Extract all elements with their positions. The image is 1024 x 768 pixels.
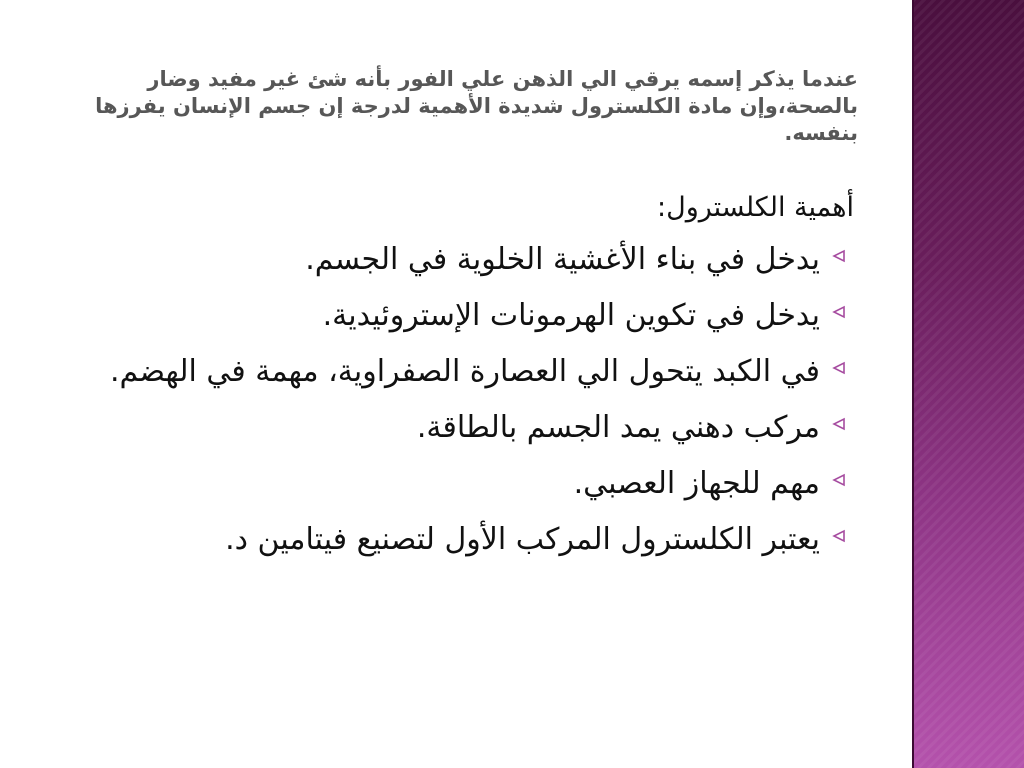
triangle-bullet-icon: [832, 529, 846, 543]
bullet-item: [84, 240, 854, 280]
triangle-bullet-icon: [832, 473, 846, 487]
bullet-list: [84, 240, 854, 560]
band-texture: [912, 0, 1024, 768]
triangle-bullet-icon: [832, 417, 846, 431]
slide-body: [84, 190, 854, 576]
slide-title: عندما يذكر إسمه يرقي الي الذهن علي الفور بأنه شئ غير مفيد وضار بالصحة،وإن مادة الكلسترول شديدة الأهمية لدرجة إن جسم الإنسان يفرزها بنفسه.: [95, 67, 858, 145]
intro-heading: أهمية الكلسترول:: [656, 192, 854, 223]
triangle-bullet-icon: [832, 361, 846, 375]
bullet-text: يعتبر الكلسترول المركب الأول لتصنيع فيتامين د.: [225, 522, 820, 557]
bullet-item: [84, 296, 854, 336]
side-decoration-band: [912, 0, 1024, 768]
bullet-text: في الكبد يتحول الي العصارة الصفراوية، مهمة في الهضم.: [110, 354, 820, 389]
bullet-item: [84, 408, 854, 448]
band-edge: [912, 0, 914, 768]
bullet-text: مهم للجهاز العصبي.: [573, 466, 820, 501]
bullet-text: يدخل في بناء الأغشية الخلوية في الجسم.: [305, 242, 820, 277]
bullet-text: يدخل في تكوين الهرمونات الإستروئيدية.: [322, 298, 820, 333]
bullet-text: مركب دهني يمد الجسم بالطاقة.: [416, 410, 820, 445]
bullet-item: [84, 520, 854, 560]
bullet-item: [84, 464, 854, 504]
triangle-bullet-icon: [832, 305, 846, 319]
bullet-item: [84, 352, 854, 392]
triangle-bullet-icon: [832, 249, 846, 263]
